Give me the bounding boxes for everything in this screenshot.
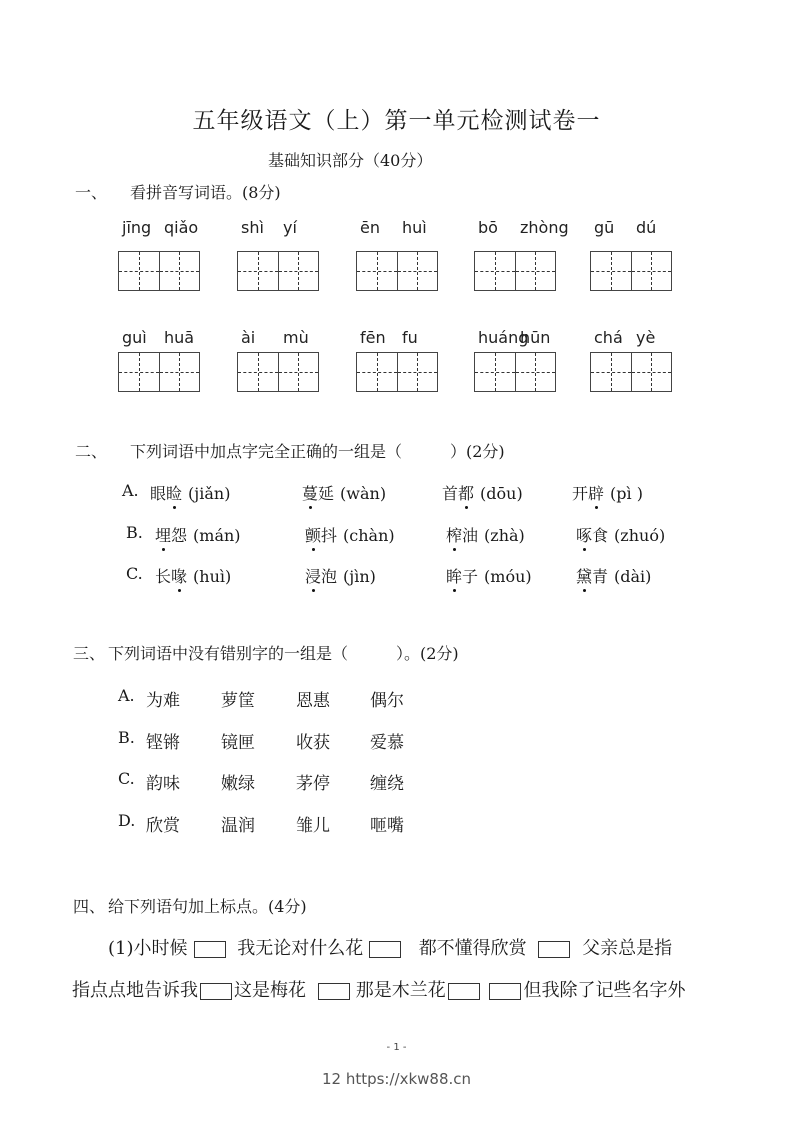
page-title: 五年级语文（上）第一单元检测试卷一	[192, 108, 601, 134]
option-word: 咂嘴	[370, 816, 404, 836]
pinyin-syllable: gū	[594, 218, 615, 237]
char: 食	[592, 526, 609, 545]
option-label[interactable]: A.	[118, 686, 135, 705]
option-word: 镜匣	[221, 733, 255, 753]
char: 抖	[321, 526, 338, 545]
option-word: 爱慕	[370, 733, 404, 753]
pinyin-annotation: (huì)	[193, 567, 232, 586]
char: 子	[462, 567, 479, 586]
option-label[interactable]: B.	[126, 523, 143, 542]
pinyin-syllable: dú	[636, 218, 657, 237]
option-label[interactable]: C.	[126, 564, 143, 583]
writing-grid[interactable]	[356, 251, 438, 291]
grid-cell[interactable]	[278, 252, 319, 290]
char: 开	[572, 484, 589, 503]
grid-cell[interactable]	[397, 353, 438, 391]
grid-cell[interactable]	[159, 252, 200, 290]
char: 首	[442, 484, 459, 503]
pinyin-annotation: (chàn)	[343, 526, 395, 545]
option-label[interactable]: A.	[122, 481, 139, 500]
option-word: 茅停	[296, 774, 330, 794]
pinyin-syllable: huā	[164, 328, 195, 347]
dotted-char: 颤	[305, 523, 321, 546]
pinyin-annotation: (wàn)	[340, 484, 387, 503]
word-with-pinyin	[155, 523, 241, 546]
option-word: 恩惠	[296, 691, 330, 711]
option-label[interactable]: B.	[118, 728, 135, 747]
sentence-fragment: 那是木兰花	[355, 980, 446, 1001]
writing-grid[interactable]	[590, 352, 672, 392]
pinyin-annotation: (zhà)	[484, 526, 525, 545]
pinyin-syllable: mù	[283, 328, 309, 347]
section1-number: 一、	[75, 183, 108, 202]
word-with-pinyin	[446, 523, 525, 546]
pinyin-syllable: shì	[241, 218, 264, 237]
sentence-fragment: 指点点地告诉我	[72, 980, 198, 1001]
sentence-fragment: 但我除了记些名字外	[523, 980, 686, 1001]
punctuation-blank[interactable]	[369, 941, 401, 958]
dotted-char: 都	[458, 481, 474, 504]
sentence-fragment: (1)小时候	[108, 938, 188, 959]
option-word: 为难	[146, 691, 180, 711]
word-with-pinyin	[305, 523, 395, 546]
writing-grid[interactable]	[237, 352, 319, 392]
pinyin-syllable: fēn	[360, 328, 386, 347]
grid-cell[interactable]	[515, 353, 556, 391]
grid-cell[interactable]	[159, 353, 200, 391]
pinyin-annotation: (dōu)	[480, 484, 523, 503]
grid-cell[interactable]	[591, 252, 631, 290]
pinyin-syllable: yè	[636, 328, 656, 347]
char: 眼	[150, 484, 167, 503]
punctuation-blank[interactable]	[489, 983, 521, 1000]
pinyin-annotation: (mán)	[193, 526, 241, 545]
dotted-char: 辟	[588, 481, 604, 504]
grid-cell[interactable]	[591, 353, 631, 391]
grid-cell[interactable]	[357, 353, 397, 391]
pinyin-annotation: (móu)	[484, 567, 532, 586]
word-with-pinyin	[576, 523, 665, 546]
grid-cell[interactable]	[119, 353, 159, 391]
pinyin-syllable: ài	[241, 328, 256, 347]
punctuation-blank[interactable]	[318, 983, 350, 1000]
option-word: 缠绕	[370, 774, 404, 794]
word-with-pinyin	[576, 564, 651, 587]
grid-cell[interactable]	[357, 252, 397, 290]
char: 延	[318, 484, 335, 503]
dotted-char: 睑	[166, 481, 182, 504]
pinyin-syllable: hūn	[520, 328, 551, 347]
word-with-pinyin	[305, 564, 376, 587]
pinyin-syllable: yí	[283, 218, 297, 237]
punctuation-line-1	[108, 934, 672, 960]
grid-cell[interactable]	[475, 252, 515, 290]
section2-number: 二、	[75, 442, 108, 461]
pinyin-annotation: (zhuó)	[614, 526, 666, 545]
char: 怨	[171, 526, 188, 545]
option-word: 嫩绿	[221, 774, 255, 794]
section2-heading: 下列词语中加点字完全正确的一组是（ ）(2分)	[130, 442, 505, 461]
writing-grid[interactable]	[237, 251, 319, 291]
writing-grid[interactable]	[474, 251, 556, 291]
grid-cell[interactable]	[515, 252, 556, 290]
pinyin-annotation: (jiǎn)	[188, 484, 231, 503]
section1-heading: 看拼音写词语。(8分)	[130, 183, 281, 202]
punctuation-blank[interactable]	[448, 983, 480, 1000]
grid-cell[interactable]	[397, 252, 438, 290]
grid-cell[interactable]	[238, 252, 278, 290]
word-with-pinyin	[302, 481, 386, 504]
option-word: 偶尔	[370, 691, 404, 711]
pinyin-annotation: (pì )	[610, 484, 643, 503]
writing-grid[interactable]	[590, 251, 672, 291]
option-label[interactable]: C.	[118, 769, 135, 788]
option-word: 铿锵	[146, 733, 180, 753]
dotted-char: 榨	[446, 523, 462, 546]
pinyin-syllable: guì	[122, 328, 147, 347]
pinyin-syllable: chá	[594, 328, 623, 347]
punctuation-blank[interactable]	[538, 941, 570, 958]
dotted-char: 浸	[305, 564, 321, 587]
pinyin-syllable: qiǎo	[164, 218, 199, 237]
word-with-pinyin	[442, 481, 523, 504]
pinyin-syllable: zhòng	[520, 218, 569, 237]
dotted-char: 黛	[576, 564, 592, 587]
dotted-char: 蔓	[302, 481, 318, 504]
sentence-fragment: 我无论对什么花	[237, 938, 364, 959]
char: 泡	[321, 567, 338, 586]
word-with-pinyin	[572, 481, 643, 504]
dotted-char: 喙	[171, 564, 187, 587]
pinyin-syllable: ēn	[360, 218, 380, 237]
word-with-pinyin	[155, 564, 231, 587]
option-word: 欣赏	[146, 816, 180, 836]
char: 油	[462, 526, 479, 545]
option-word: 萝筐	[221, 691, 255, 711]
punctuation-line-2	[72, 976, 685, 1002]
sentence-fragment: 都不懂得欣赏	[418, 938, 527, 959]
punctuation-blank[interactable]	[200, 983, 232, 1000]
grid-cell[interactable]	[631, 353, 672, 391]
word-with-pinyin	[446, 564, 532, 587]
watermark: 12 https://xkw88.cn	[321, 1070, 472, 1088]
pinyin-syllable: bō	[478, 218, 498, 237]
dotted-char: 埋	[155, 523, 171, 546]
word-with-pinyin	[150, 481, 230, 504]
option-word: 韵味	[146, 774, 180, 794]
section4-heading: 给下列语句加上标点。(4分)	[108, 897, 307, 916]
option-label[interactable]: D.	[118, 811, 136, 830]
char: 长	[155, 567, 172, 586]
pinyin-annotation: (dài)	[614, 567, 652, 586]
punctuation-blank[interactable]	[194, 941, 226, 958]
sentence-fragment: 这是梅花	[234, 980, 306, 1001]
section3-number: 三、	[73, 644, 106, 663]
option-word: 雏儿	[296, 816, 330, 836]
grid-cell[interactable]	[119, 252, 159, 290]
dotted-char: 啄	[576, 523, 592, 546]
writing-grid[interactable]	[118, 251, 200, 291]
subtitle: 基础知识部分（40分）	[268, 151, 433, 170]
grid-cell[interactable]	[631, 252, 672, 290]
section4-number: 四、	[73, 897, 106, 916]
writing-grid[interactable]	[474, 352, 556, 392]
writing-grid[interactable]	[118, 352, 200, 392]
section3-heading: 下列词语中没有错别字的一组是（ ）。(2分)	[108, 644, 459, 663]
grid-cell[interactable]	[475, 353, 515, 391]
option-word: 温润	[221, 816, 255, 836]
pinyin-syllable: fu	[402, 328, 418, 347]
option-word: 收获	[296, 733, 330, 753]
sentence-fragment: 父亲总是指	[582, 938, 673, 959]
page-number: - 1 -	[386, 1042, 407, 1053]
grid-cell[interactable]	[278, 353, 319, 391]
grid-cell[interactable]	[238, 353, 278, 391]
pinyin-syllable: huì	[402, 218, 427, 237]
pinyin-syllable: jīng	[122, 218, 152, 237]
pinyin-annotation: (jìn)	[343, 567, 376, 586]
char: 青	[592, 567, 609, 586]
dotted-char: 眸	[446, 564, 462, 587]
writing-grid[interactable]	[356, 352, 438, 392]
pinyin-syllable: huáng	[478, 328, 529, 347]
